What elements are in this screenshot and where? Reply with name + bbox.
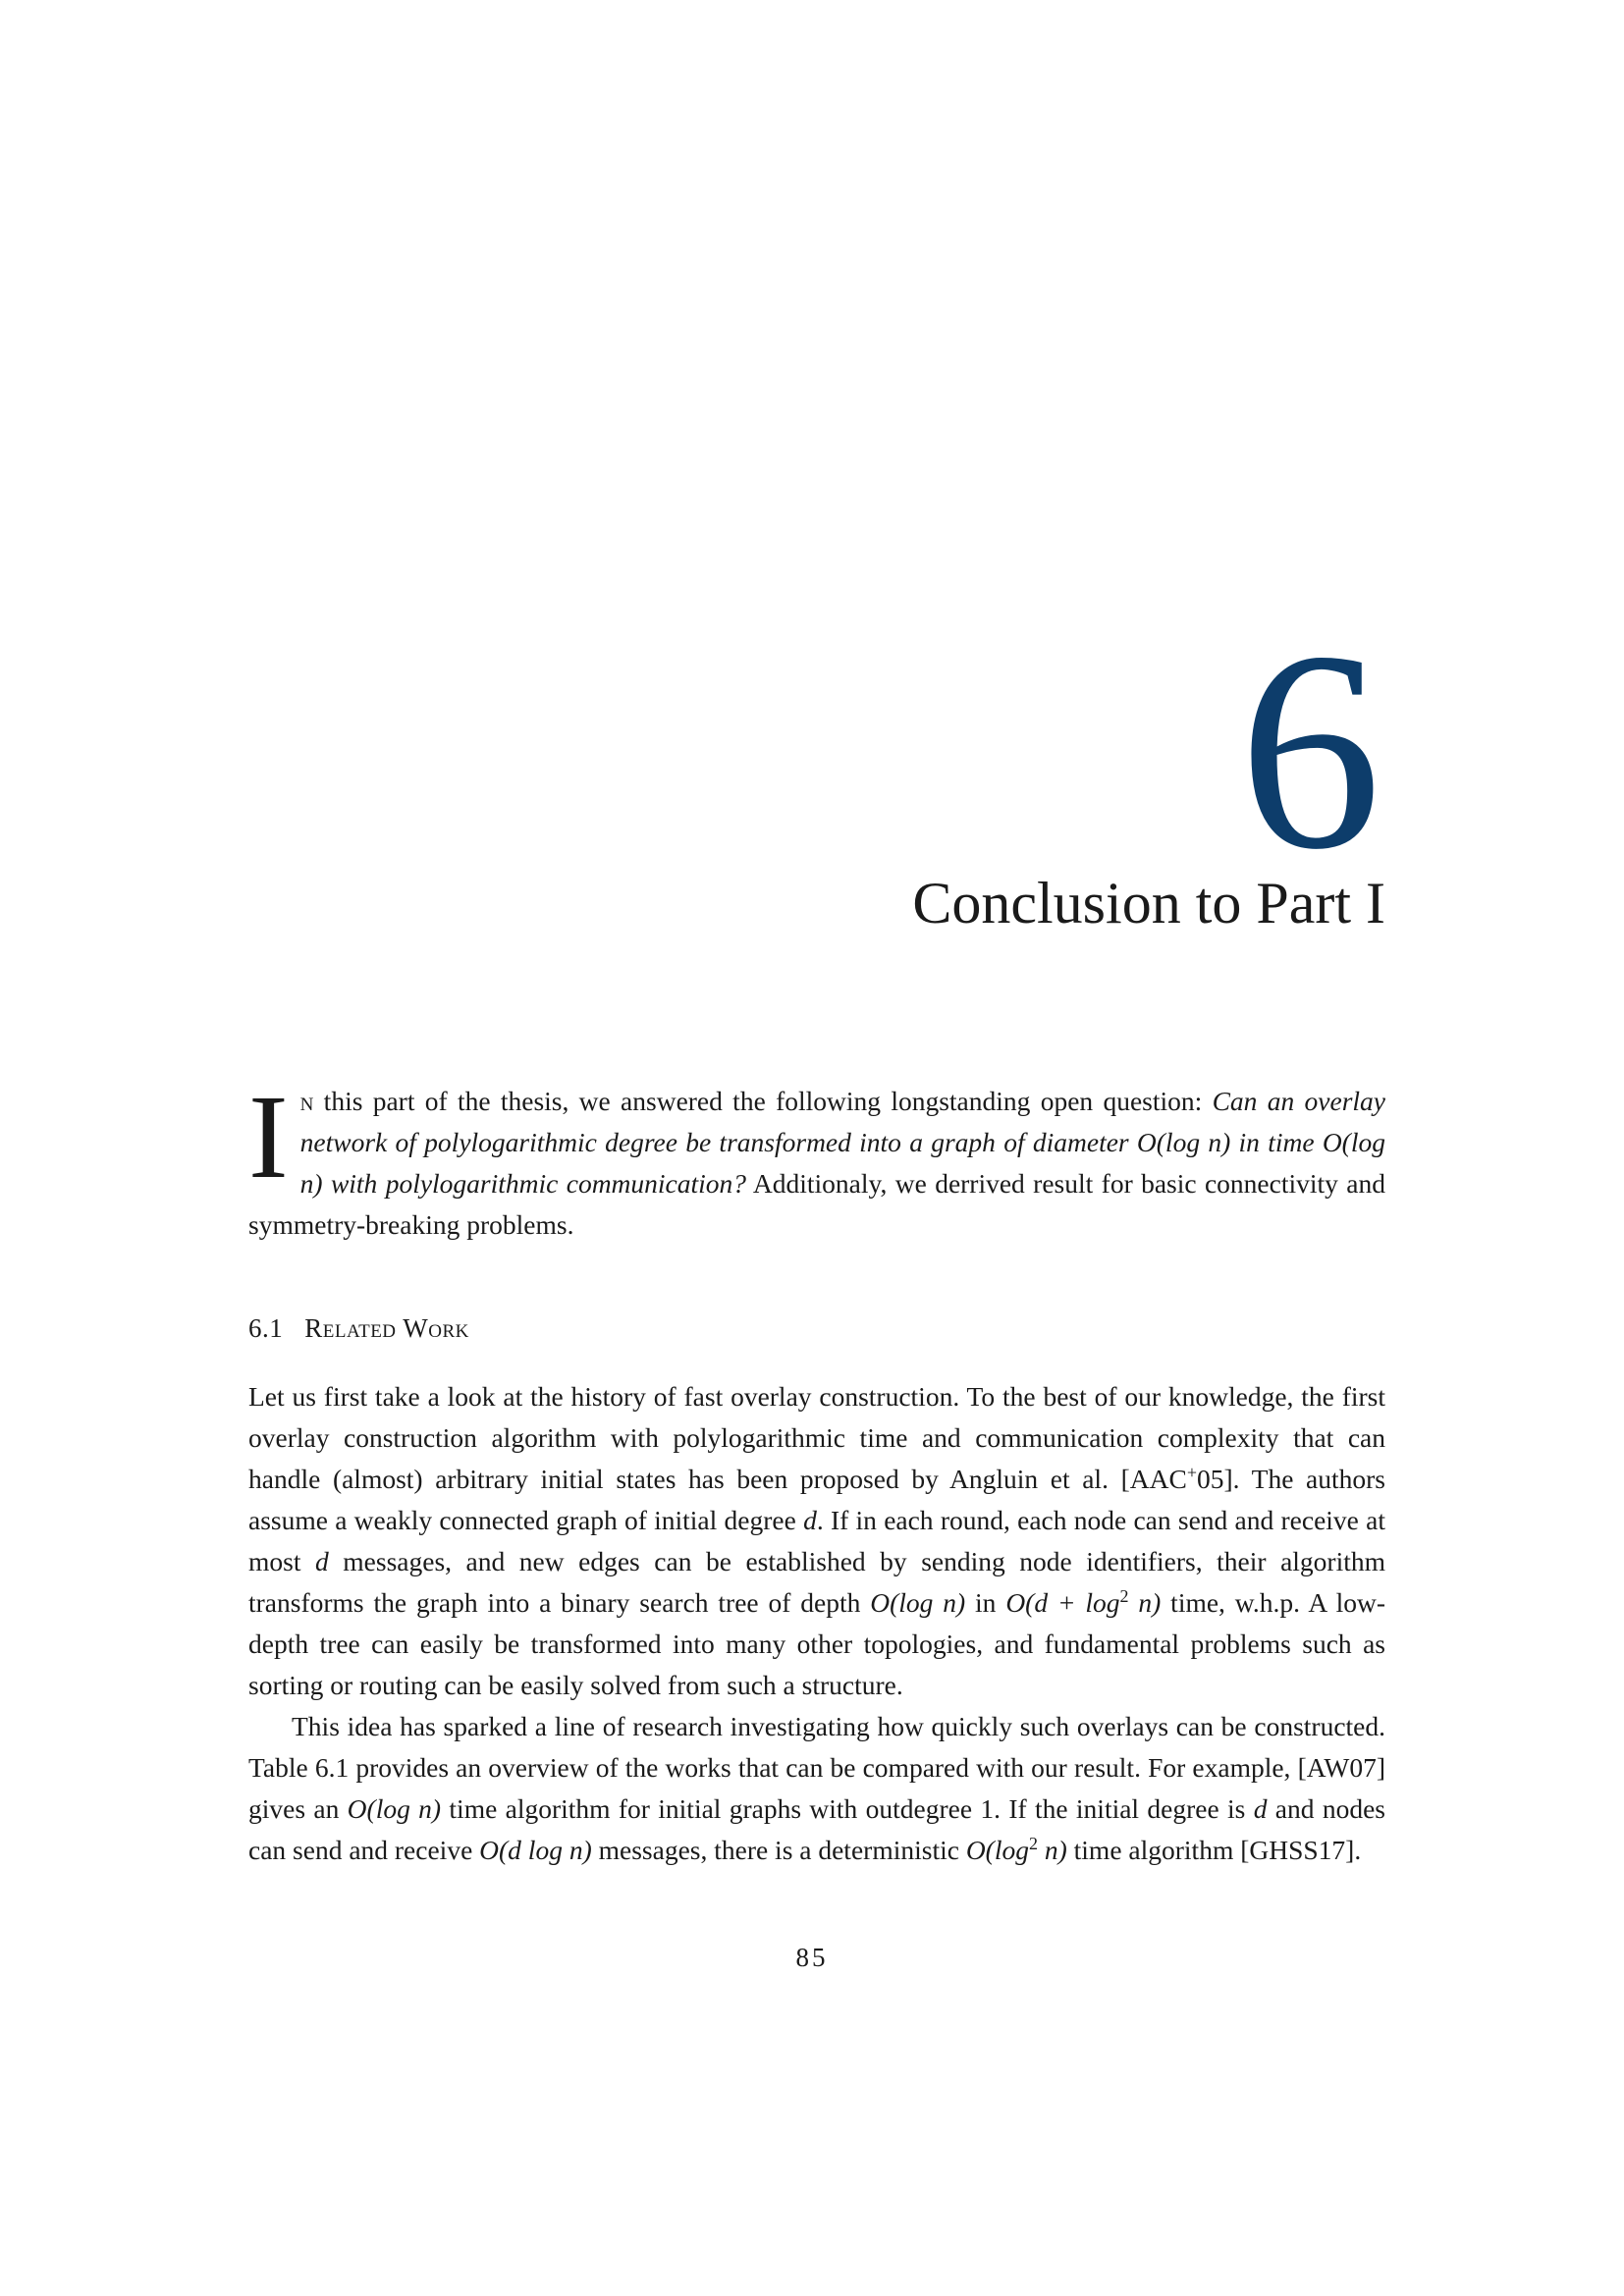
p2-text-5: time algorithm [GHSS17].: [1066, 1835, 1362, 1865]
intro-question-3: with polylogarithmic communication?: [322, 1168, 747, 1199]
section-number: 6.1: [248, 1313, 284, 1343]
intro-question-2: in time: [1230, 1127, 1323, 1157]
page-number: 85: [795, 1943, 829, 1972]
p2-math-3: O(d log n): [479, 1835, 592, 1865]
p1-text-5: in: [965, 1587, 1006, 1618]
p1-text-1: Let us first take a look at the history of fast overlay construction. To the best of our knowledge, the first overlay construction algorithm with polylogarithmic time and communication complexity that can handle (almost) arbitrary initial states has been proposed by Angluin et al. [AAC: [248, 1381, 1385, 1494]
p1-sup-2: 2: [1119, 1585, 1129, 1606]
p1-math-3: O(log n): [870, 1587, 966, 1618]
p2-math-5: n): [1037, 1835, 1067, 1865]
p1-text-3: . If in each round, each node can send and receive at most: [248, 1505, 1385, 1576]
p2-text-1: This idea has sparked a line of research investigating how quickly such overlays can be constructed. Table 6.1 provides an overview of the works that can be compared with our result. For example, [AW07] gives an: [248, 1711, 1385, 1824]
paragraph-2: [248, 1706, 1385, 1871]
section-title: Related Work: [304, 1313, 469, 1343]
p1-text-6: time, w.h.p. A low-depth tree can easily be transformed into many other topologies, and fundamental problems such as sorting or routing can be easily solved from such a structure.: [248, 1587, 1385, 1700]
intro-math-2: O(log n): [299, 1127, 1385, 1199]
intro-question-1: Can an overlay network of polylogarithmic degree be transformed into a graph of diameter: [299, 1086, 1385, 1157]
intro-math-1: O(log n): [1136, 1127, 1231, 1157]
p1-math-4: O(d + log: [1005, 1587, 1120, 1618]
p2-math-4: O(log: [965, 1835, 1029, 1865]
p1-text-4: messages, and new edges can be established by sending node identifiers, their algorithm transforms the graph into a binary search tree of depth: [248, 1546, 1386, 1618]
p2-text-3: and nodes can send and receive: [248, 1793, 1385, 1865]
chapter-number: 6: [1239, 593, 1381, 908]
dropcap: I: [248, 1071, 289, 1203]
p1-math-1: d: [803, 1505, 817, 1535]
p1-text-2: 05]. The authors assume a weakly connected graph of initial degree: [248, 1464, 1385, 1535]
chapter-title: Conclusion to Part I: [912, 871, 1385, 935]
body-text: [248, 1376, 1385, 1871]
p1-math-5: n): [1128, 1587, 1162, 1618]
p2-math-2: d: [1253, 1793, 1268, 1824]
intro-text-1: this part of the thesis, we answered the following longstanding open question:: [313, 1086, 1213, 1116]
p2-math-1: O(log n): [347, 1793, 442, 1824]
p2-text-4: messages, there is a deterministic: [591, 1835, 966, 1865]
intro-lead: n: [299, 1086, 314, 1116]
p1-sup-1: +: [1186, 1462, 1197, 1482]
intro-paragraph: [248, 1071, 1385, 1246]
section-heading: [248, 1308, 469, 1348]
intro-text-2: Additionaly, we derrived result for basic connectivity and symmetry-breaking problems.: [248, 1168, 1385, 1240]
p2-sup-1: 2: [1028, 1833, 1038, 1853]
p1-math-2: d: [315, 1546, 329, 1576]
paragraph-1: [248, 1376, 1385, 1706]
p2-text-2: time algorithm for initial graphs with outdegree 1. If the initial degree is: [441, 1793, 1254, 1824]
